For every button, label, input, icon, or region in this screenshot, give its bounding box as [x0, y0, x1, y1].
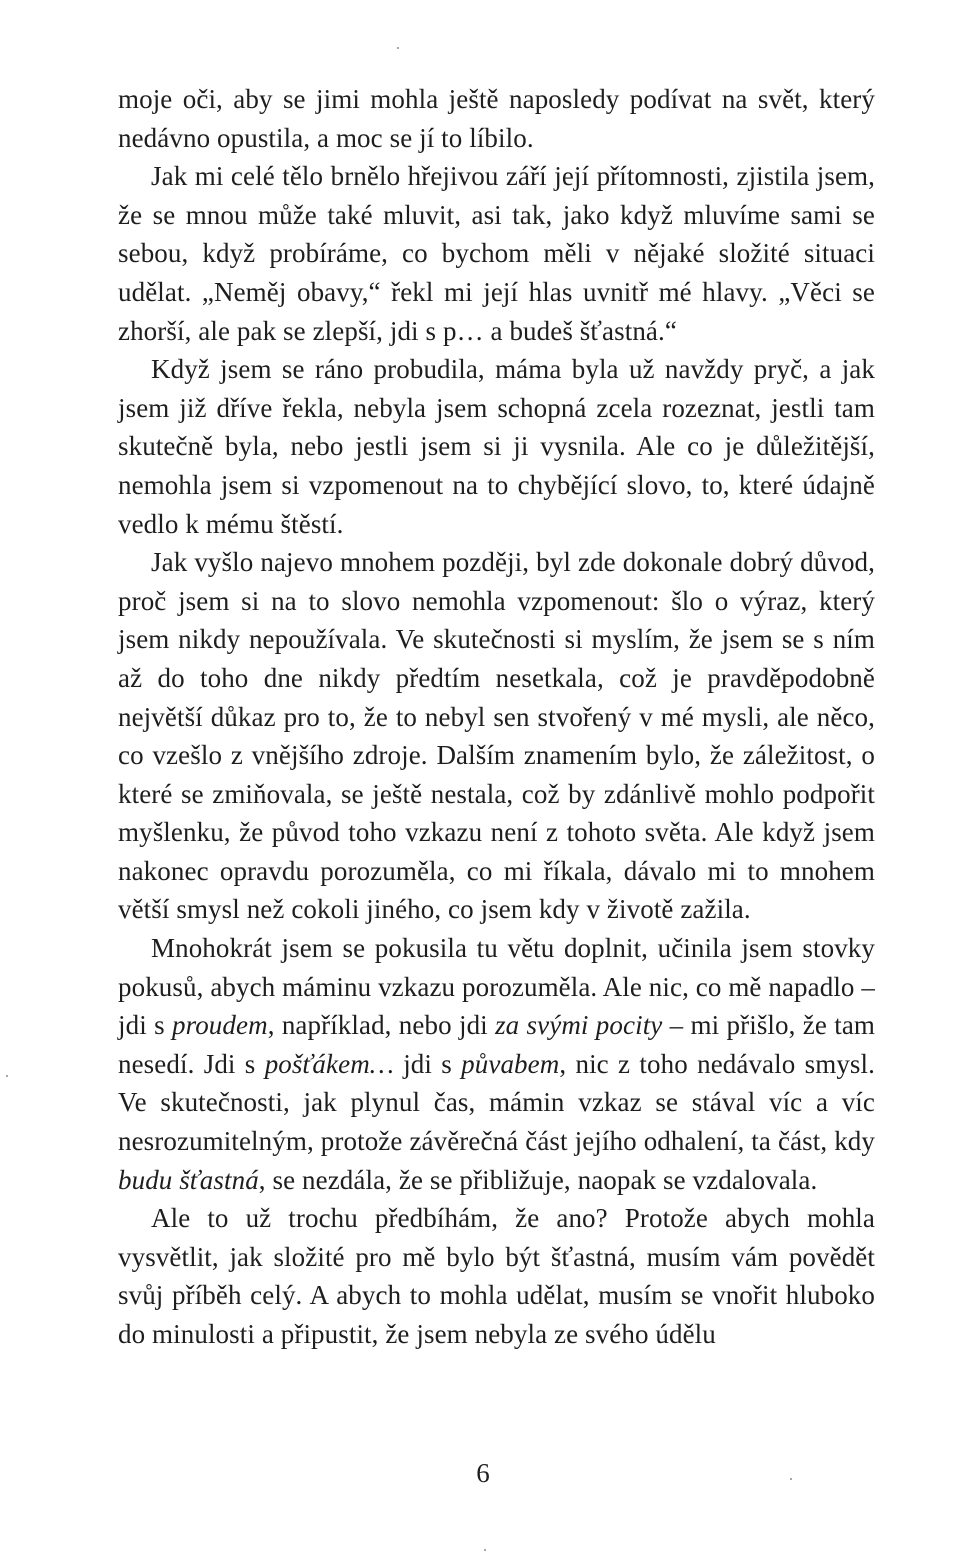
text-run: Jak vyšlo najevo mnohem později, byl zde dokonale dobrý důvod, proč jsem si na to slovo nemohla vzpomenout: šlo o výraz, který jsem nikdy nepoužívala. Ve skutečnosti si myslím, že jsem se s ním až do toho dne nikdy předtím nesetkala, což je pravděpodobně největší důkaz pro to, že to nebyl sen stvořený v mé mysli, ale něco, co vzešlo z vnějšího zdroje. Dalším znamením bylo, že záležitost, o které se zmiňovala, se ještě nestala, což by zdánlivě mohlo podpořit myšlenku, že původ toho vzkazu není z tohoto světa. Ale když jsem nakonec opravdu porozuměla, co mi říkala, dávalo mi to mnohem větší smysl než cokoli jiného, co jsem kdy v životě zažila. — [118, 547, 875, 925]
text-run: Ale to už trochu předbíhám, že ano? Protože abych mohla vysvětlit, jak složité pro mě bylo být šťastná, musím vám povědět svůj příběh celý. A abych to mohla udělat, musím se vnořit hluboko do minulosti a připustit, že jsem nebyla ze svého údělu — [118, 1203, 875, 1349]
paragraph — [118, 1199, 875, 1353]
scan-speck — [397, 47, 399, 49]
scan-speck — [6, 1075, 8, 1077]
text-run: , například, nebo jdi — [267, 1010, 496, 1041]
text-run: jdi s — [393, 1048, 462, 1079]
scan-speck — [790, 1478, 792, 1480]
scan-speck — [484, 1549, 486, 1551]
italic-text: půvabem — [461, 1048, 560, 1079]
paragraph — [118, 929, 875, 1199]
paragraph — [118, 350, 875, 543]
text-run: , nic z toho nedávalo smysl. Ve skutečnosti, jak plynul čas, mámin vzkaz se stával víc a víc nesrozumitelným, protože závěrečná část jejího odhalení, ta část, kdy — [118, 1048, 875, 1157]
page-number: 6 — [476, 1458, 490, 1488]
page-text — [118, 80, 875, 1354]
paragraph — [118, 543, 875, 929]
paragraph — [118, 80, 875, 157]
text-run: moje oči, aby se jimi mohla ještě naposledy podívat na svět, který nedávno opustila, a moc se jí to líbilo. — [118, 84, 875, 153]
text-run: Jak mi celé tělo brnělo hřejivou září její přítomnosti, zjistila jsem, že se mnou může také mluvit, asi tak, jako když mluvíme sami se sebou, když probíráme, co bychom měli v nějaké složité situaci udělat. „Neměj obavy,“ řekl mi její hlas uvnitř mé hlavy. „Věci se zhorší, ale pak se zlepší, jdi s p… a budeš šťastná.“ — [118, 161, 875, 346]
text-run: Když jsem se ráno probudila, máma byla už navždy pryč, a jak jsem již dříve řekla, nebyla jsem schopná zcela rozeznat, jestli tam skutečně byla, nebo jestli jsem si ji vysnila. Ale co je důležitější, nemohla jsem si vzpomenout na to chybějící slovo, to, které údajně vedlo k mému štěstí. — [118, 354, 875, 539]
text-run: Mnohokrát jsem se pokusila tu větu doplnit, učinila jsem stovky pokusů, abych máminu vzkazu porozuměla. Ale nic, co mě napadlo – jdi s — [118, 933, 875, 1041]
italic-text: za svými pocity — [495, 1010, 663, 1041]
italic-text: pošťákem… — [264, 1048, 394, 1079]
paragraph — [118, 157, 875, 350]
italic-text: proudem — [171, 1010, 268, 1041]
text-run: – mi přišlo, že tam nesedí. Jdi s — [118, 1010, 876, 1079]
italic-text: budu šťastná — [118, 1164, 259, 1195]
text-run: , se nezdála, že se přibližuje, naopak se vzdalovala. — [258, 1164, 818, 1195]
